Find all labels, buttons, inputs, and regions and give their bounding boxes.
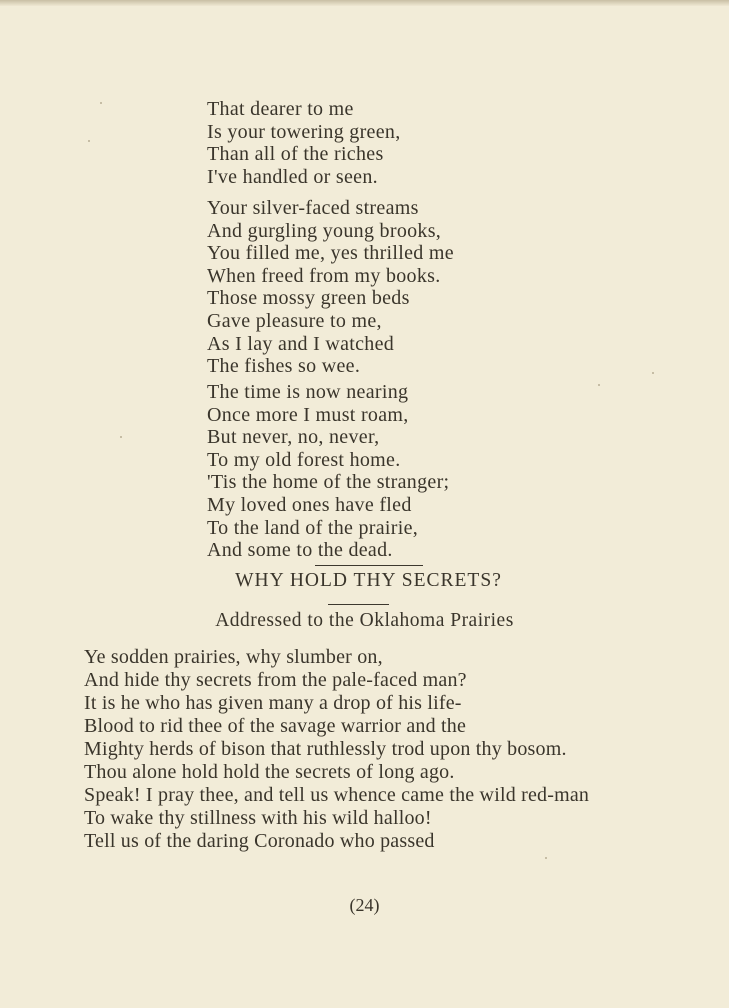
section-divider (315, 565, 423, 566)
poem-line: Speak! I pray thee, and tell us whence came the wild red-man (84, 784, 590, 806)
paper-speck (100, 102, 102, 104)
poem-line: Your silver-faced streams (207, 197, 419, 219)
poem-line: That dearer to me (207, 98, 354, 120)
paper-speck (120, 436, 122, 438)
poem-title: WHY HOLD THY SECRETS? (235, 570, 502, 591)
poem-stanza-2 (207, 197, 454, 378)
page-top-edge (0, 0, 729, 6)
poem-line: Thou alone hold hold the secrets of long ago. (84, 761, 455, 783)
paper-speck (652, 372, 654, 374)
poem-line: The time is now nearing (207, 381, 409, 403)
paper-speck (598, 384, 600, 386)
poem-line: Than all of the riches (207, 143, 384, 166)
poem-line: And gurgling young brooks, (207, 219, 442, 242)
poem-line: Ye sodden prairies, why slumber on, (84, 646, 383, 668)
paper-speck (545, 857, 547, 859)
poem-line: And hide thy secrets from the pale-faced man? (84, 669, 467, 691)
poem-line: When freed from my books. (207, 264, 441, 287)
title-underline (328, 604, 389, 605)
poem-body (84, 646, 644, 853)
poem-line: 'Tis the home of the stranger; (207, 471, 450, 494)
poem-line: And some to the dead. (207, 539, 393, 562)
poem-line: Tell us of the daring Coronado who passed (84, 830, 435, 852)
poem-line: Once more I must roam, (207, 403, 409, 426)
poem-line: My loved ones have fled (207, 493, 412, 516)
poem-line: Gave pleasure to me, (207, 309, 382, 332)
poem-line: To the land of the prairie, (207, 516, 419, 539)
poem-line: As I lay and I watched (207, 332, 395, 355)
poem-line: To wake thy stillness with his wild halloo! (84, 807, 432, 829)
poem-line: Blood to rid thee of the savage warrior and the (84, 715, 467, 737)
poem-stanza-3 (207, 381, 449, 562)
poem-line: Those mossy green beds (207, 287, 410, 310)
page-number: (24) (349, 895, 380, 915)
poem-line: It is he who has given many a drop of his life- (84, 692, 462, 714)
poem-stanza-1 (207, 98, 401, 188)
poem-line: Mighty herds of bison that ruthlessly trod upon thy bosom. (84, 738, 567, 760)
poem-line: I've handled or seen. (207, 165, 378, 188)
poem-line: But never, no, never, (207, 426, 380, 449)
poem-line: You filled me, yes thrilled me (207, 242, 454, 265)
poem-line: Is your towering green, (207, 120, 401, 143)
poem-line: The fishes so wee. (207, 355, 361, 378)
poem-subtitle: Addressed to the Oklahoma Prairies (215, 610, 514, 631)
poem-line: To my old forest home. (207, 448, 401, 471)
paper-speck (88, 140, 90, 142)
